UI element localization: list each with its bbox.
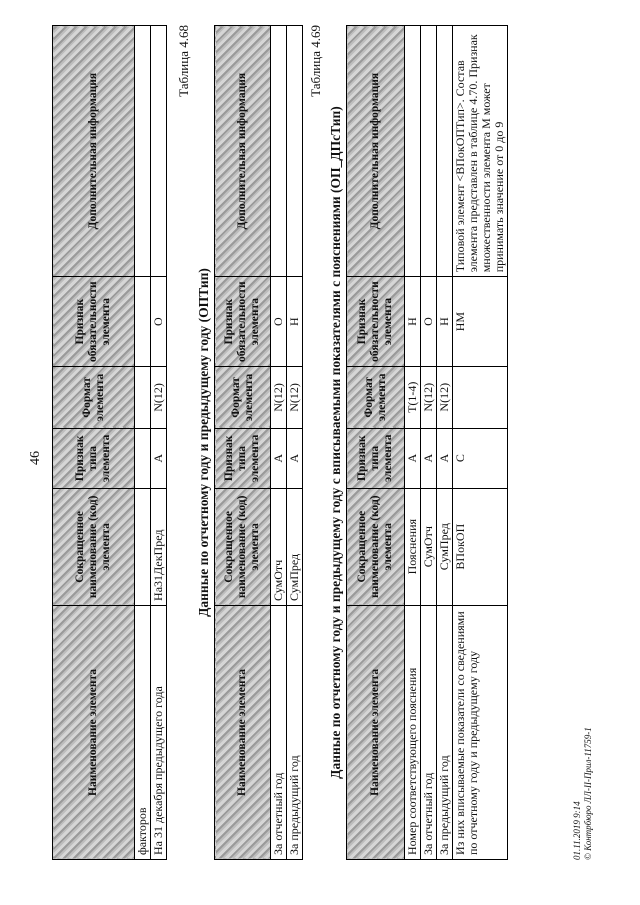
col-header: Признак типа элемента xyxy=(347,428,405,488)
cell: Н xyxy=(287,277,303,367)
cell: ВПокОП xyxy=(453,488,508,605)
cell xyxy=(151,26,167,277)
col-header: Признак типа элемента xyxy=(215,428,271,488)
col-header: Сокращенное наименование (код) элемента xyxy=(215,488,271,605)
cell: Из них вписываемые показатели со сведениями по отчетному году и предыдущему году xyxy=(453,605,508,859)
cell: Номер соответствующего пояснения xyxy=(405,605,421,859)
table-header-row xyxy=(215,26,271,860)
cell xyxy=(437,26,453,277)
cell: Типовой элемент <ВПокОПТип>. Состав элемента представлен в таблице 4.70. Признак множественности элемента М может принимать значение от 0 до 9 xyxy=(453,26,508,277)
col-header: Формат элемента xyxy=(53,366,135,428)
table-row xyxy=(135,26,151,860)
cell xyxy=(135,488,151,605)
col-header: Признак типа элемента xyxy=(53,428,135,488)
col-header: Признак обязательности элемента xyxy=(347,277,405,367)
table-header-row xyxy=(347,26,405,860)
cell: За отчетный год xyxy=(421,605,437,859)
col-header: Признак обязательности элемента xyxy=(215,277,271,367)
cell: За предыдущий год xyxy=(437,605,453,859)
table-header-row xyxy=(53,26,135,860)
cell xyxy=(135,26,151,277)
table-row xyxy=(287,26,303,860)
table-row xyxy=(151,26,167,860)
table-row xyxy=(437,26,453,860)
cell: Пояснения xyxy=(405,488,421,605)
cell: А xyxy=(405,428,421,488)
table-title: Данные по отчетному году и предыдущему году (ОПТип) xyxy=(196,268,211,617)
col-header: Наименование элемента xyxy=(347,605,405,859)
footer-stamp xyxy=(572,560,594,860)
cell: А xyxy=(421,428,437,488)
table-row xyxy=(421,26,437,860)
cell: СумОтч xyxy=(421,488,437,605)
cell: На 31 декабря предыдущего года xyxy=(151,605,167,859)
cell xyxy=(271,26,287,277)
cell xyxy=(287,26,303,277)
footer-line: 01.11.2019 9:14 xyxy=(572,801,582,860)
col-header: Наименование элемента xyxy=(215,605,271,859)
cell: За предыдущий год xyxy=(287,605,303,859)
cell: Н xyxy=(405,277,421,367)
col-header: Сокращенное наименование (код) элемента xyxy=(53,488,135,605)
table-row xyxy=(453,26,508,860)
cell: Т(1-4) xyxy=(405,366,421,428)
cell: N(12) xyxy=(437,366,453,428)
footer-line: © Контрбюро ЛЛ-II-Прил-11759-1 xyxy=(583,727,593,860)
col-header: Дополнительная информация xyxy=(347,26,405,277)
cell: А xyxy=(437,428,453,488)
cell xyxy=(405,26,421,277)
cell: факторов xyxy=(135,605,151,859)
cell xyxy=(421,26,437,277)
cell: На31ДекПред xyxy=(151,488,167,605)
cell: СумПред xyxy=(287,488,303,605)
cell: СумОтч xyxy=(271,488,287,605)
cell: О xyxy=(151,277,167,367)
top-table xyxy=(52,25,167,860)
table-4-68 xyxy=(214,25,303,860)
cell xyxy=(135,366,151,428)
cell: А xyxy=(151,428,167,488)
cell: С xyxy=(453,428,508,488)
cell xyxy=(135,277,151,367)
col-header: Формат элемента xyxy=(347,366,405,428)
col-header: Дополнительная информация xyxy=(53,26,135,277)
table-caption: Таблица 4.68 xyxy=(176,25,191,97)
cell: N(12) xyxy=(271,366,287,428)
col-header: Дополнительная информация xyxy=(215,26,271,277)
cell: Н xyxy=(437,277,453,367)
table-4-69 xyxy=(346,25,508,860)
page-number: 46 xyxy=(28,451,43,465)
cell xyxy=(453,366,508,428)
cell: НМ xyxy=(453,277,508,367)
table-caption: Таблица 4.69 xyxy=(308,25,323,97)
cell: О xyxy=(271,277,287,367)
cell: N(12) xyxy=(287,366,303,428)
col-header: Сокращенное наименование (код) элемента xyxy=(347,488,405,605)
cell: А xyxy=(271,428,287,488)
col-header: Наименование элемента xyxy=(53,605,135,859)
table-title: Данные по отчетному году и предыдущему году с вписываемыми показателями с пояснениями (ОП_ДПсТип) xyxy=(328,106,343,779)
cell: А xyxy=(287,428,303,488)
col-header: Формат элемента xyxy=(215,366,271,428)
cell: За отчетный год xyxy=(271,605,287,859)
cell: О xyxy=(421,277,437,367)
cell: СумПред xyxy=(437,488,453,605)
cell xyxy=(135,428,151,488)
cell: N(12) xyxy=(421,366,437,428)
cell: N(12) xyxy=(151,366,167,428)
col-header: Признак обязательности элемента xyxy=(53,277,135,367)
table-row xyxy=(271,26,287,860)
table-row xyxy=(405,26,421,860)
